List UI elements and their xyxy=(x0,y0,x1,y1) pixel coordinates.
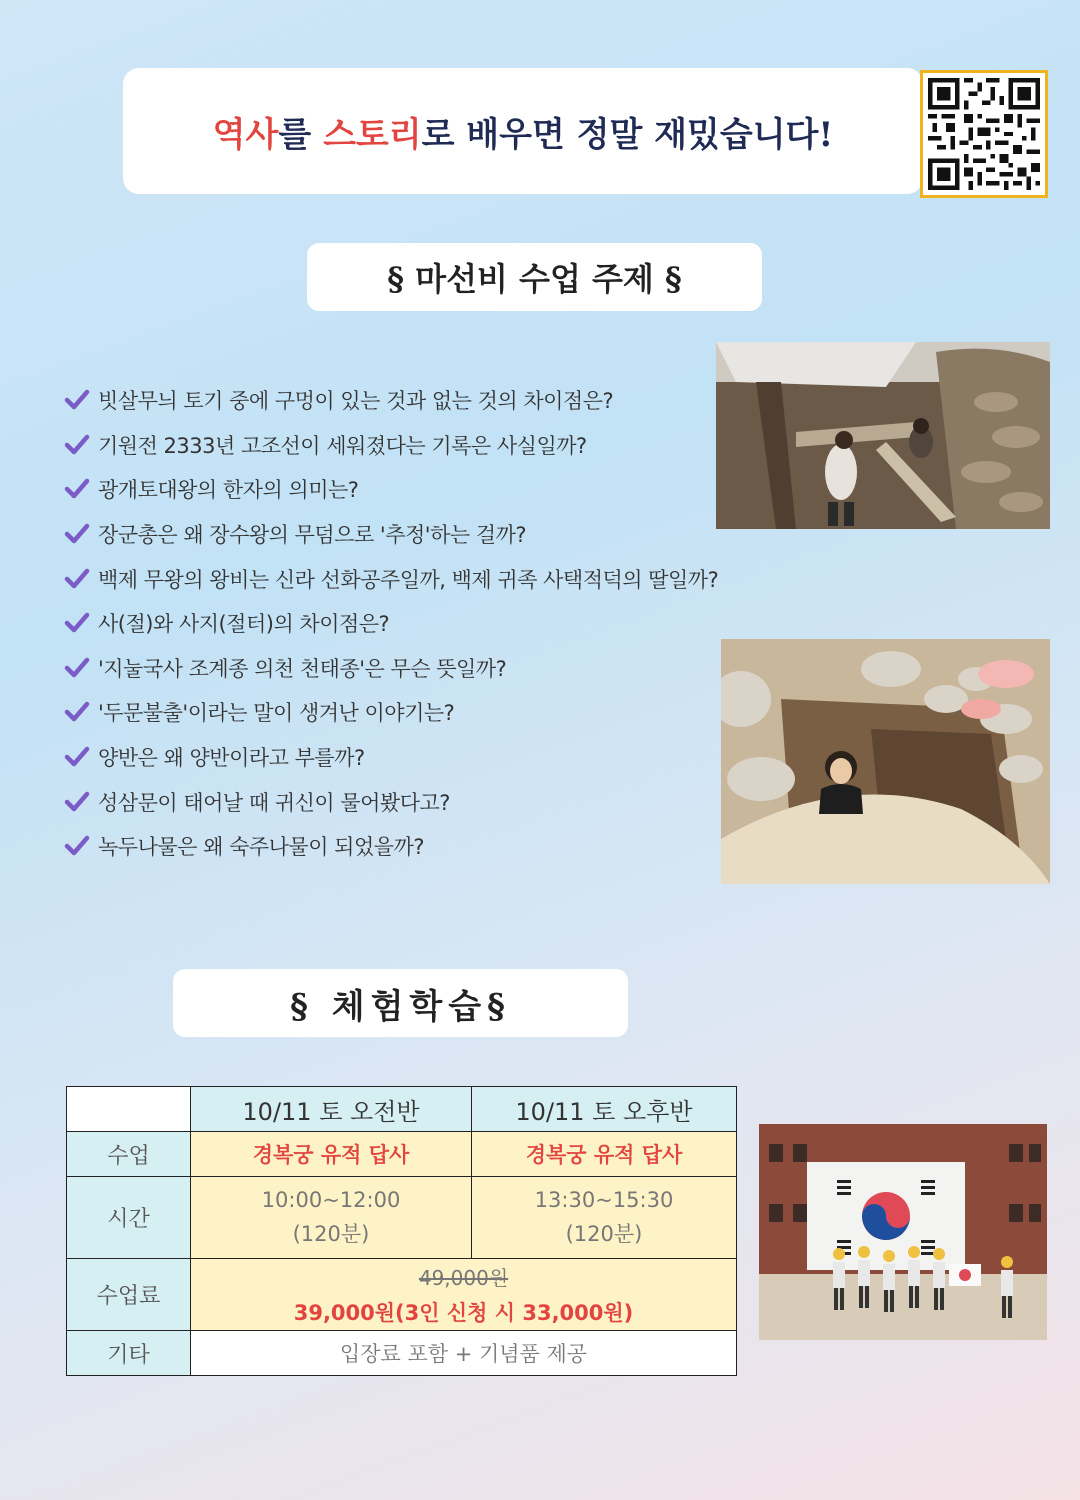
time-morning-duration: (120분) xyxy=(292,1221,370,1246)
headline-banner xyxy=(123,68,923,194)
check-icon xyxy=(64,745,90,769)
check-icon xyxy=(64,477,90,501)
check-icon xyxy=(64,567,90,591)
group-photo xyxy=(759,1124,1047,1340)
row-label-class: 수업 xyxy=(67,1132,191,1177)
fee-cell xyxy=(191,1259,737,1331)
time-afternoon-duration: (120분) xyxy=(565,1221,643,1246)
topic-text: 장군총은 왜 장수왕의 무덤으로 '추정'하는 걸까? xyxy=(98,523,527,548)
etc-value: 입장료 포함 + 기념품 제공 xyxy=(191,1331,737,1376)
time-morning-range: 10:00~12:00 xyxy=(261,1187,401,1212)
check-icon xyxy=(64,522,90,546)
row-label-etc: 기타 xyxy=(67,1331,191,1376)
header-afternoon: 10/11 토 오후반 xyxy=(472,1087,737,1132)
list-item xyxy=(64,735,724,780)
check-icon xyxy=(64,388,90,412)
topic-text: '두문불출'이라는 말이 생겨난 이야기는? xyxy=(98,701,455,726)
check-icon xyxy=(64,656,90,680)
list-item xyxy=(64,779,724,824)
list-item xyxy=(64,467,724,512)
list-item xyxy=(64,378,724,423)
topic-text: '지눌국사 조계종 의천 천태종'은 무슨 뜻일까? xyxy=(98,656,507,681)
excavation-photo xyxy=(716,342,1050,529)
topic-text: 사(절)와 사지(절터)의 차이점은? xyxy=(98,612,390,637)
list-item xyxy=(64,601,724,646)
list-item xyxy=(64,690,724,735)
topic-text: 광개토대왕의 한자의 의미는? xyxy=(98,478,359,503)
topics-list xyxy=(64,378,724,869)
check-icon xyxy=(64,790,90,814)
experience-section-title: § 체험학습§ xyxy=(173,969,628,1037)
topic-text: 빗살무늬 토기 중에 구멍이 있는 것과 없는 것의 차이점은? xyxy=(98,389,614,414)
list-item xyxy=(64,512,724,557)
corner-cell xyxy=(67,1087,191,1132)
table-row xyxy=(67,1259,737,1331)
table-row xyxy=(67,1087,737,1132)
trench-photo xyxy=(721,639,1050,884)
headline-rest: 로 배우면 정말 재밌습니다! xyxy=(421,114,834,155)
schedule-table xyxy=(66,1086,737,1376)
table-row xyxy=(67,1177,737,1259)
list-item xyxy=(64,423,724,468)
header-morning: 10/11 토 오전반 xyxy=(191,1087,472,1132)
headline-particle: 를 xyxy=(278,114,324,155)
fee-original: 49,000원 xyxy=(418,1266,509,1290)
headline-history: 역사 xyxy=(212,114,279,155)
list-item xyxy=(64,556,724,601)
row-label-fee: 수업료 xyxy=(67,1259,191,1331)
topic-text: 녹두나물은 왜 숙주나물이 되었을까? xyxy=(98,835,424,860)
table-row xyxy=(67,1331,737,1376)
class-morning: 경복궁 유적 답사 xyxy=(191,1132,472,1177)
time-morning xyxy=(191,1177,472,1259)
list-item xyxy=(64,646,724,691)
time-afternoon-range: 13:30~15:30 xyxy=(534,1187,674,1212)
check-icon xyxy=(64,700,90,724)
topic-text: 기원전 2333년 고조선이 세워졌다는 기록은 사실일까? xyxy=(98,433,587,458)
class-afternoon: 경복궁 유적 답사 xyxy=(472,1132,737,1177)
fee-discount: 39,000원(3인 신청 시 33,000원) xyxy=(293,1301,634,1325)
table-row xyxy=(67,1132,737,1177)
topic-text: 양반은 왜 양반이라고 부를까? xyxy=(98,746,365,771)
headline-story: 스토리 xyxy=(323,114,422,155)
time-afternoon xyxy=(472,1177,737,1259)
list-item xyxy=(64,824,724,869)
qr-code-icon[interactable] xyxy=(920,70,1048,198)
check-icon xyxy=(64,834,90,858)
topic-text: 백제 무왕의 왕비는 신라 선화공주일까, 백제 귀족 사택적덕의 딸일까? xyxy=(98,567,719,592)
row-label-time: 시간 xyxy=(67,1177,191,1259)
topic-text: 성삼문이 태어날 때 귀신이 물어봤다고? xyxy=(98,790,450,815)
topics-section-title: § 마선비 수업 주제 § xyxy=(307,243,762,311)
check-icon xyxy=(64,611,90,635)
check-icon xyxy=(64,433,90,457)
